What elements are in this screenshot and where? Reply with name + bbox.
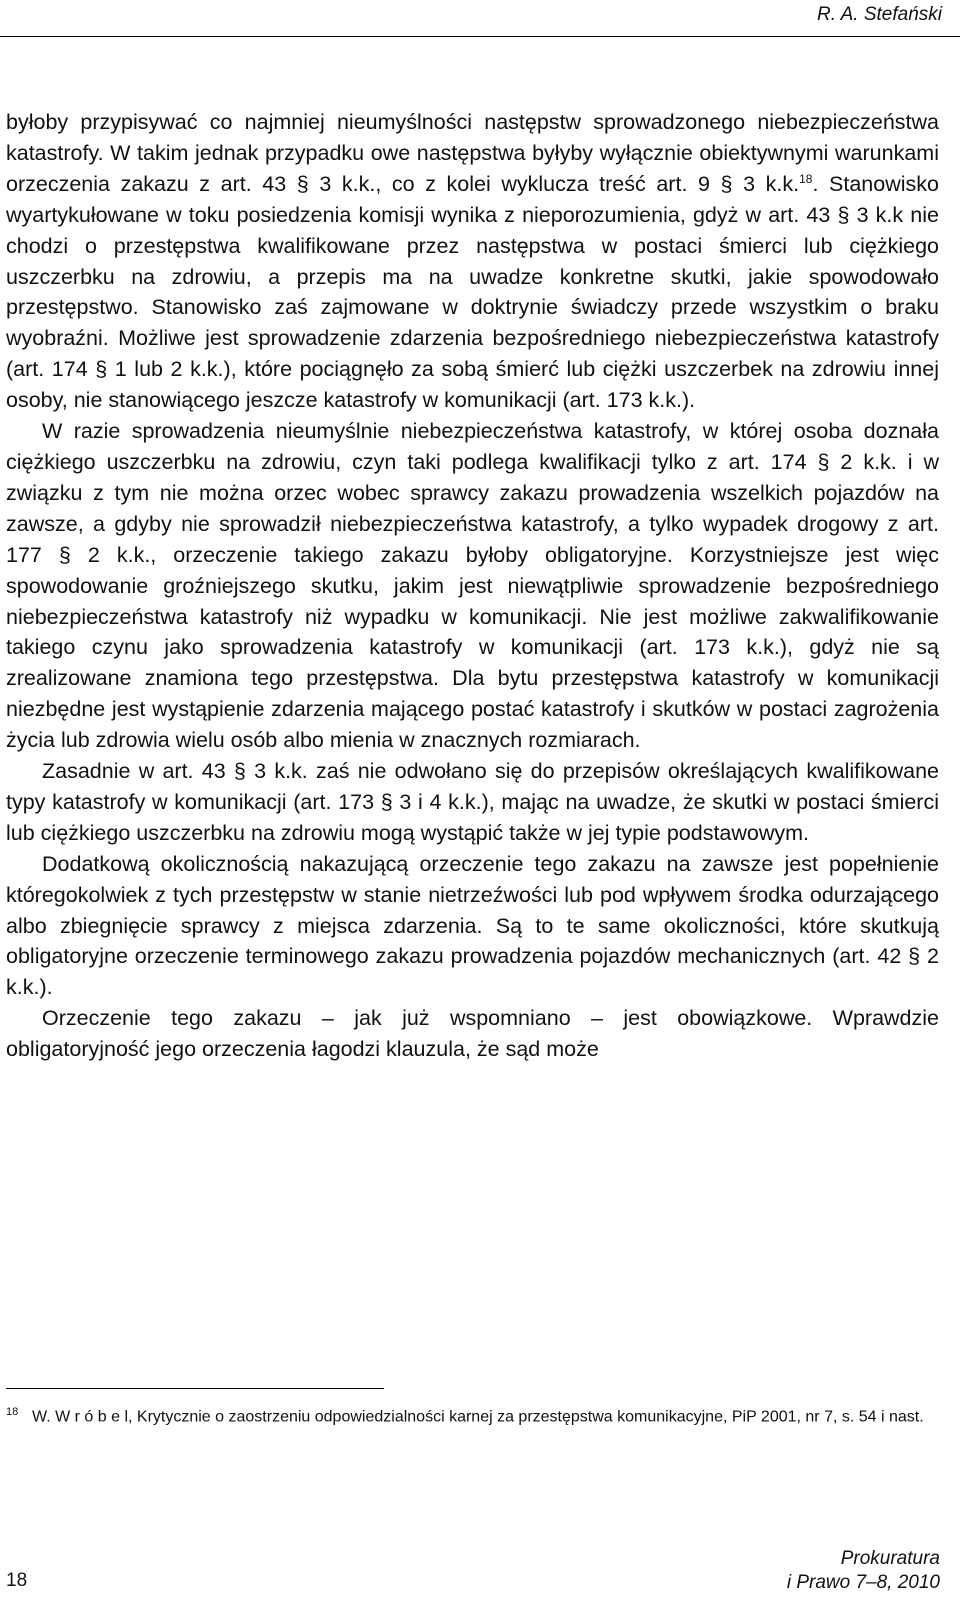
footnote-18	[6, 1400, 939, 1429]
footnote-ref-18: 18	[799, 171, 813, 186]
running-header-author: R. A. Stefański	[817, 4, 942, 25]
paragraph-2: W razie sprowadzenia nieumyślnie niebezpieczeństwa katastrofy, w której osoba doznała ciężkiego uszczerbku na zdrowiu, czyn taki podlega kwalifikacji tylko z art. 174 § 2 k.k. i w związku z tym nie można orzec wobec sprawcy zakazu prowadzenia wszelkich pojazdów na zawsze, a gdyby nie sprowadził niebezpieczeństwa katastrofy, a tylko wypadek drogowy z art. 177 § 2 k.k., orzeczenie takiego zakazu byłoby obligatoryjne. Korzystniejsze jest więc spowodowanie groźniejszego skutku, jakim jest niewątpliwie sprowadzenie bezpośredniego niebezpieczeństwa katastrofy niż wypadku w komunikacji. Nie jest możliwe zakwalifikowanie takiego czynu jako sprowadzenia katastrofy w komunikacji (art. 173 k.k.), gdyż nie są zrealizowane znamiona tego przestępstwa. Dla bytu przestępstwa katastrofy w komunikacji niezbędne jest wystąpienie zdarzenia mającego postać katastrofy i skutków w postaci zagrożenia życia lub zdrowia wielu osób albo mienia w znacznych rozmiarach.	[6, 419, 939, 753]
journal-issue: i Prawo 7–8, 2010	[786, 1572, 940, 1593]
paragraph-4: Dodatkową okolicznością nakazującą orzeczenie tego zakazu na zawsze jest popełnienie któregokolwiek z tych przestępstw w stanie nietrzeźwości lub pod wpływem środka odurzającego albo zbiegnięcie sprawcy z miejsca zdarzenia. Są to te same okoliczności, które skutkują obligatoryjne orzeczenie terminowego zakazu prowadzenia pojazdów mechanicznych (art. 42 § 2 k.k.).	[6, 851, 939, 1000]
footnote-mark: 18	[6, 1406, 19, 1418]
paragraph-1	[6, 107, 939, 416]
journal-title: Prokuratura	[840, 1548, 940, 1569]
page-number: 18	[6, 1570, 28, 1591]
footnote-rule	[6, 1388, 384, 1389]
paragraph-1-text-b: . Stanowisko wyartykułowane w toku posiedzenia komisji wynika z nieporozumienia, gdyż w art. 43 § 3 k.k nie chodzi o przestępstwa kwalifikowane przez następstwa w postaci śmierci lub ciężkiego uszczerbku na zdrowiu, a przepis ma na uwadze konkretne skutki, jakie spowodowało przestępstwo. Stanowisko zaś zajmowane w doktrynie świadczy przede wszystkim o braku wyobraźni. Możliwe jest sprowadzenie zdarzenia bezpośredniego niebezpieczeństwa katastrofy (art. 174 § 1 lub 2 k.k.), które pociągnęło za sobą śmierć lub ciężki uszczerbek na zdrowiu innej osoby, nie stanowiącego jeszcze katastrofy w komunikacji (art. 173 k.k.).	[6, 171, 939, 413]
header-rule	[0, 36, 960, 37]
paragraph-5: Orzeczenie tego zakazu – jak już wspomniano – jest obowiązkowe. Wprawdzie obligatoryjność jego orzeczenia łagodzi klauzula, że sąd może	[6, 1006, 939, 1062]
footnote-text: W. W r ó b e l, Krytycznie o zaostrzeniu odpowiedzialności karnej za przestępstwa komunikacyjne, PiP 2001, nr 7, s. 54 i nast.	[32, 1408, 924, 1426]
paragraph-3: Zasadnie w art. 43 § 3 k.k. zaś nie odwołano się do przepisów określających kwalifikowane typy katastrofy w komunikacji (art. 173 § 3 i 4 k.k.), mając na uwadze, że skutki w postaci śmierci lub ciężkiego uszczerbku na zdrowiu mogą wystąpić także w jej typie podstawowym.	[6, 759, 939, 845]
article-body	[6, 107, 939, 1065]
paragraph-1-text-a: byłoby przypisywać co najmniej nieumyślności następstw sprowadzonego niebezpieczeństwa katastrofy. W takim jednak przypadku owe następstwa byłyby wyłącznie obiektywnymi warunkami orzeczenia zakazu z art. 43 § 3 k.k., co z kolei wyklucza treść art. 9 § 3 k.k.	[6, 110, 939, 196]
journal-footer	[787, 1547, 940, 1595]
